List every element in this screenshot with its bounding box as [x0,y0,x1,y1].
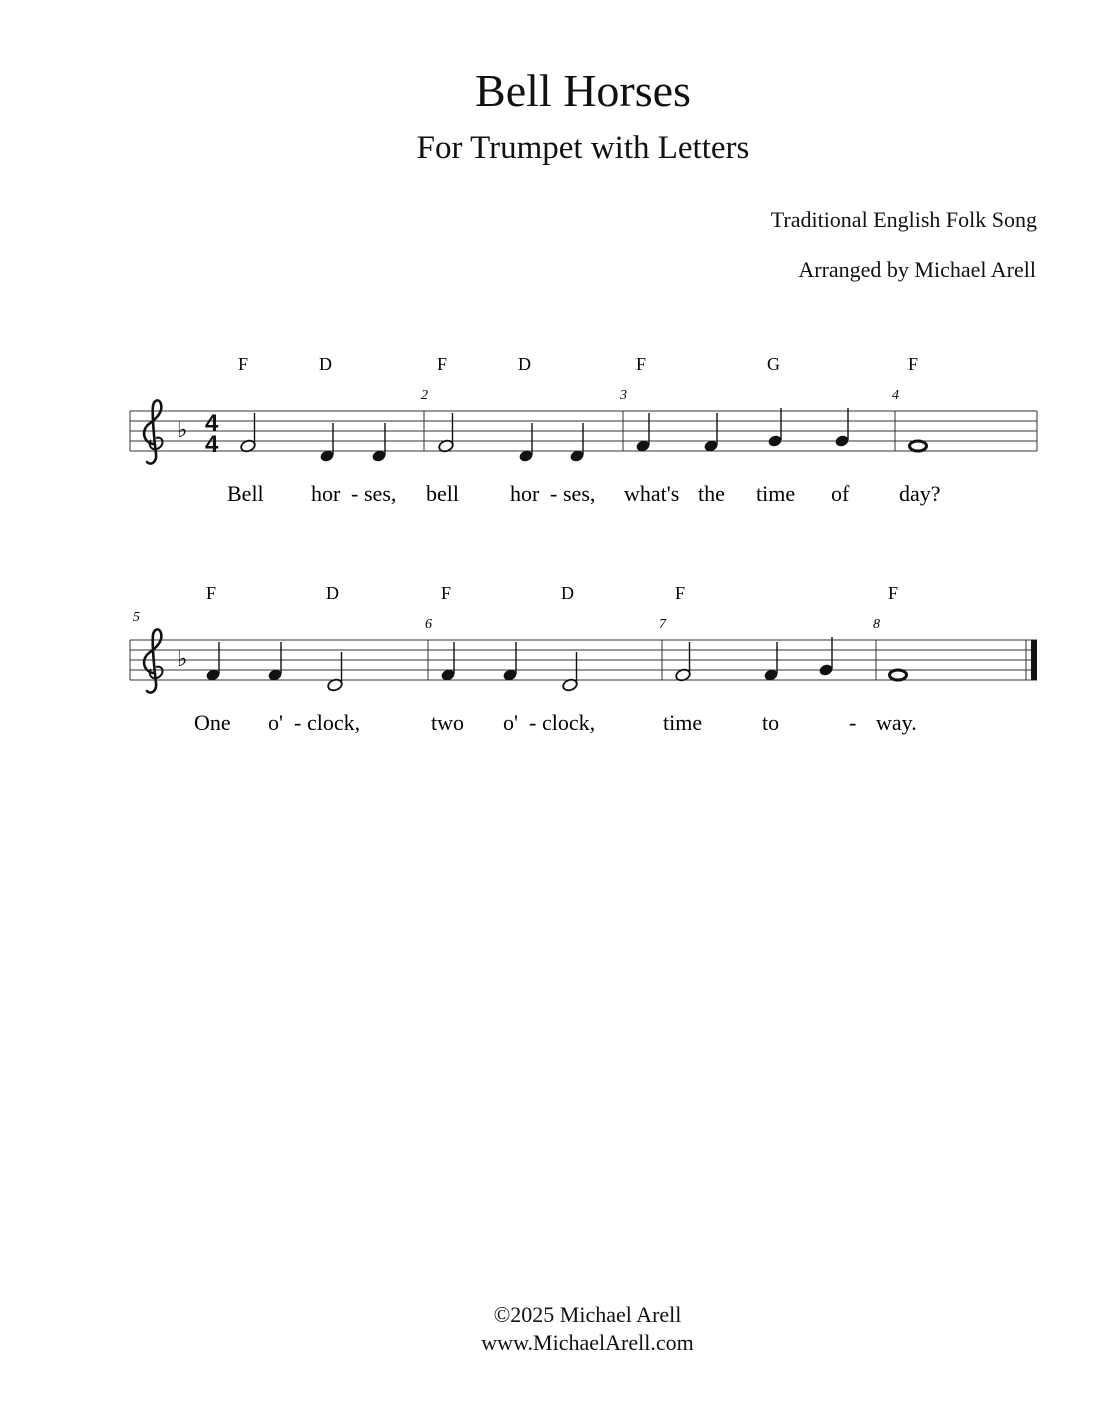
note-letter: F [206,583,217,603]
measure-number: 2 [421,388,428,403]
note-letter: D [518,354,531,374]
lyric-syllable: the [698,481,725,506]
measure-number: 5 [133,610,140,625]
note-quarter [818,637,834,677]
note-letter: D [326,583,339,603]
note-half [675,642,692,682]
note-quarter [569,423,585,463]
note-letter: F [238,354,249,374]
flat-icon: ♭ [177,647,188,672]
note-quarter [371,423,387,463]
note-quarter [767,408,783,448]
lyric-syllable: clock, [307,710,361,735]
staff-system-1 [130,354,1037,506]
lyric-syllable: ses, [563,481,596,506]
measure-number: 6 [425,617,432,632]
lyric-syllable: time [756,481,796,506]
note-quarter [502,642,518,682]
lyric-syllable: what's [624,481,680,506]
note-letter: G [767,354,780,374]
score-title: Bell Horses [475,65,691,116]
lyric-syllable: of [831,481,850,506]
note-letter: F [908,354,919,374]
note-quarter [703,413,719,453]
note-quarter [834,408,850,448]
lyric-syllable: two [431,710,464,735]
lyric-syllable: o' [268,710,283,735]
lyric-syllable: way. [876,710,917,735]
copyright-notice: ©2025 Michael Arell [493,1302,682,1327]
note-quarter [319,423,335,463]
lyric-hyphen: - [529,710,537,735]
time-signature-top: 4 [205,410,219,437]
lyric-syllable: time [663,710,703,735]
note-half [562,652,579,692]
note-whole [910,441,927,451]
note-quarter [205,642,221,682]
note-half [438,413,455,453]
note-quarter [518,423,534,463]
treble-clef-icon [144,629,162,692]
note-whole [890,670,907,680]
note-half [240,413,257,453]
composer-credit: Traditional English Folk Song [770,207,1037,232]
measure-number: 7 [659,617,666,632]
lyric-hyphen: - [351,481,359,506]
note-letter: F [888,583,899,603]
measure-number: 8 [873,617,880,632]
final-barline [1031,640,1037,680]
score-subtitle: For Trumpet with Letters [416,130,750,166]
measure-number: 3 [620,388,627,403]
lyric-syllable: hor [311,481,341,506]
lyric-syllable: hor [510,481,540,506]
time-signature-bottom: 4 [205,431,219,458]
measure-number: 4 [892,388,899,403]
note-quarter [267,642,283,682]
lyric-syllable: Bell [227,481,264,506]
lyric-syllable: o' [503,710,518,735]
note-half [327,652,344,692]
note-quarter [635,413,651,453]
lyric-syllable: bell [426,481,459,506]
note-letter: F [675,583,686,603]
note-letter: D [561,583,574,603]
note-quarter [440,642,456,682]
note-letter: D [319,354,332,374]
lyric-syllable: to [762,710,780,735]
lyric-syllable: ses, [364,481,397,506]
note-letter: F [636,354,647,374]
lyric-syllable: One [194,710,231,735]
note-letter: F [441,583,452,603]
arranger-credit: Arranged by Michael Arell [798,257,1036,282]
lyric-syllable: clock, [542,710,596,735]
lyric-hyphen: - [294,710,302,735]
lyric-syllable: day? [899,481,941,506]
staff-system-2 [130,583,1037,735]
lyric-hyphen: - [849,710,857,735]
website-link[interactable]: www.MichaelArell.com [481,1330,694,1355]
flat-icon: ♭ [177,418,188,443]
lyric-hyphen: - [550,481,558,506]
treble-clef-icon [144,400,162,463]
note-quarter [763,642,779,682]
note-letter: F [437,354,448,374]
